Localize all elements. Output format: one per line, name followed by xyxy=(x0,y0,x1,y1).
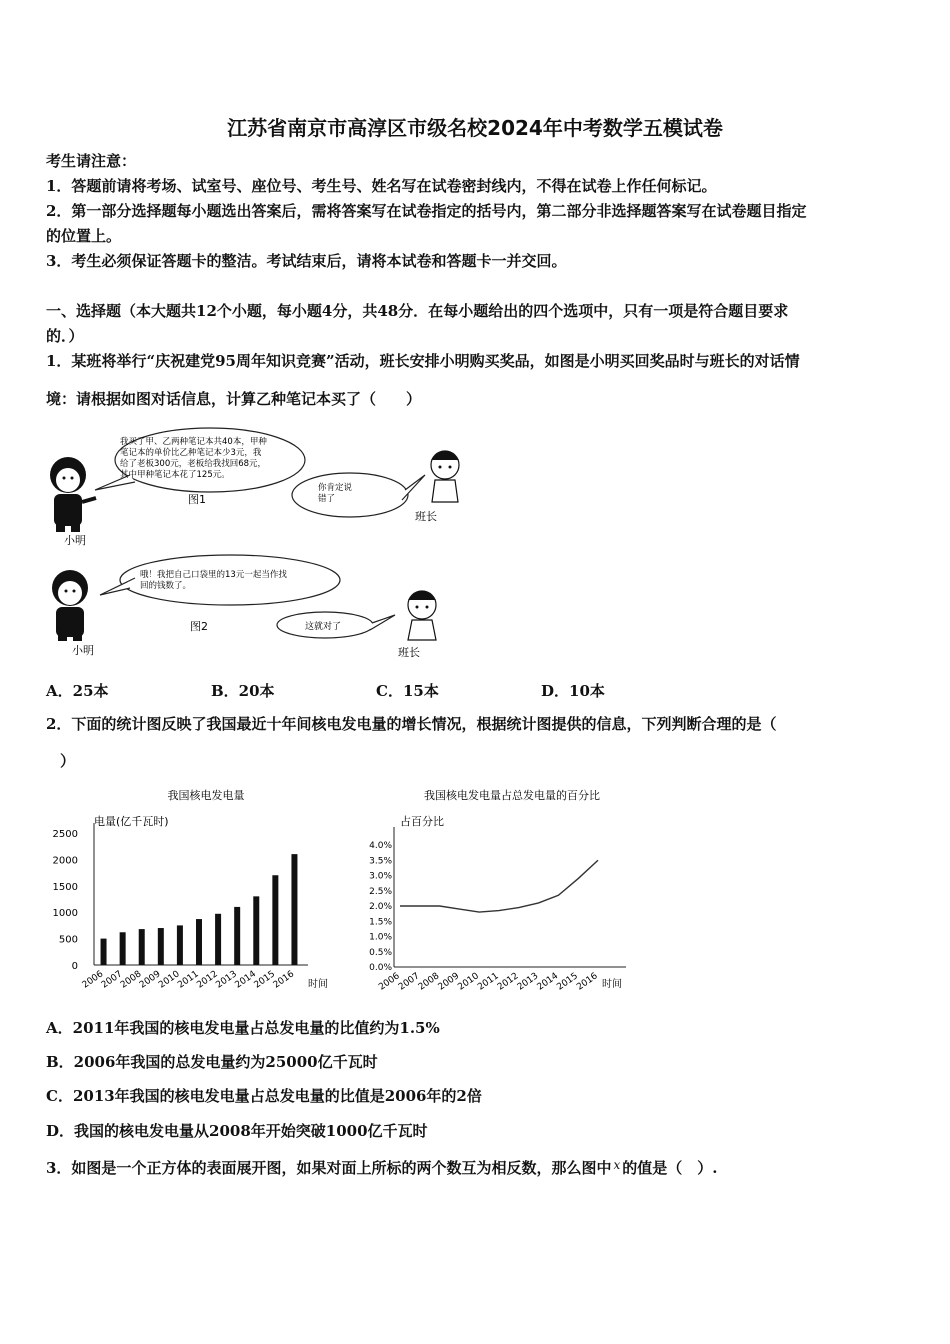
bar-ytick-label: 0 xyxy=(71,961,78,972)
xiaoming-figure-1 xyxy=(50,457,96,532)
bar-2010 xyxy=(177,925,183,965)
q1-stem-cont: 境：请根据如图对话信息，计算乙种笔记本买了（ ） xyxy=(46,390,422,408)
line-xtick-label: 2009 xyxy=(436,971,462,993)
notice-header: 考生请注意： xyxy=(46,152,137,170)
xiaoming-figure-2 xyxy=(52,570,88,641)
q2-option-b: B．2006年我国的总发电量约为25000亿千瓦时 xyxy=(46,1053,378,1071)
bar-xtick-label: 2010 xyxy=(157,969,182,991)
q2-option-d: D．我国的核电发电量从2008年开始突破1000亿千瓦时 xyxy=(46,1122,428,1140)
notice-2-cont: 的位置上。 xyxy=(46,227,122,245)
line-chart-svg xyxy=(352,785,637,1000)
fig2-label: 图2 xyxy=(190,620,208,633)
line-xtick-label: 2013 xyxy=(515,971,541,993)
q3-text-before: 3．如图是一个正方体的表面展开图，如果对面上所标的两个数互为相反数，那么图中 xyxy=(46,1159,612,1177)
bubble-2-line-1: 你肯定说 xyxy=(318,483,353,493)
bar-xtick-label: 2015 xyxy=(252,969,278,991)
bar-2015 xyxy=(272,875,278,965)
bar-xtick-label: 2013 xyxy=(214,969,239,991)
bar-2014 xyxy=(253,896,259,965)
line-xtick-label: 2012 xyxy=(496,971,521,993)
line-chart xyxy=(352,785,637,1000)
notice-3: 3．考生必须保证答题卡的整洁。考试结束后，请将本试卷和答题卡一并交回。 xyxy=(46,252,567,270)
line-chart-title: 我国核电发电量占总发电量的百分比 xyxy=(424,789,600,802)
bubble-1-line-4: 其中甲种笔记本花了125元。 xyxy=(120,470,230,480)
line-xtick-label: 2010 xyxy=(456,971,481,993)
q1-option-a: A．25本 xyxy=(46,682,109,700)
line-xtick-label: 2014 xyxy=(535,971,561,993)
q3-text-after: 的值是（ ）. xyxy=(622,1159,718,1177)
bar-chart-ylabel: 电量(亿千瓦时) xyxy=(94,815,169,828)
q1-stem: 1．某班将举行“庆祝建党95周年知识竞赛”活动，班长安排小明购买奖品，如图是小明买回奖品时与班长的对话情 xyxy=(46,352,800,370)
q2-option-c: C．2013年我国的核电发电量占总发电量的比值是2006年的2倍 xyxy=(46,1087,482,1105)
banzhang-label-2: 班长 xyxy=(398,646,420,659)
bubble-3-line-1: 哦！我把自己口袋里的13元一起当作找 xyxy=(140,570,287,580)
q1-option-d: D．10本 xyxy=(541,682,605,700)
line-ytick-label: 1.5% xyxy=(369,917,392,928)
bar-2011 xyxy=(196,919,202,965)
fig1-label: 图1 xyxy=(188,493,206,506)
bar-chart xyxy=(46,785,346,1000)
bubble-4-text: 这就对了 xyxy=(305,622,342,632)
q1-comic xyxy=(40,420,460,665)
bar-chart-title: 我国核电发电量 xyxy=(167,789,245,802)
bar-2012 xyxy=(215,914,221,965)
bar-2016 xyxy=(291,854,297,965)
bar-xtick-label: 2006 xyxy=(80,969,106,991)
bar-ytick-label: 2500 xyxy=(52,829,78,840)
line-ytick-label: 1.0% xyxy=(369,932,392,943)
notice-2: 2．第一部分选择题每小题选出答案后，需将答案写在试卷指定的括号内，第二部分非选择题答案写在试卷题目指定 xyxy=(46,202,807,220)
xiaoming-label-1: 小明 xyxy=(64,534,86,547)
line-chart-xlabel: 时间 xyxy=(602,979,622,990)
bubble-3-line-2: 回的钱数了。 xyxy=(140,581,192,591)
bar-xtick-label: 2007 xyxy=(99,969,125,991)
section-header: 一、选择题（本大题共12个小题，每小题4分，共48分．在每小题给出的四个选项中，只有一项是符合题目要求 xyxy=(46,302,789,320)
section-header-cont: 的．） xyxy=(46,327,84,345)
q2-stem: 2．下面的统计图反映了我国最近十年间核电发电量的增长情况，根据统计图提供的信息，下列判断合理的是（ xyxy=(46,715,777,733)
bubble-2-line-2: 错了 xyxy=(318,494,336,504)
speech-bubble-2 xyxy=(292,473,408,517)
bar-ytick-label: 1000 xyxy=(52,908,78,920)
bar-2013 xyxy=(234,907,240,965)
line-ytick-label: 4.0% xyxy=(369,841,392,851)
line-ytick-label: 0.5% xyxy=(369,947,392,958)
line-xtick-label: 2007 xyxy=(397,971,422,993)
bar-2009 xyxy=(158,928,164,965)
bar-xtick-label: 2008 xyxy=(118,969,144,991)
bar-xtick-label: 2016 xyxy=(271,969,297,991)
q3-stem xyxy=(46,1155,906,1178)
q2-option-a: A．2011年我国的核电发电量占总发电量的比值约为1.5% xyxy=(46,1019,440,1037)
line-xtick-label: 2008 xyxy=(416,971,442,993)
bar-ytick-label: 500 xyxy=(58,934,78,946)
notice-1: 1．答题前请将考场、试室号、座位号、考生号、姓名写在试卷密封线内，不得在试卷上作任何标记。 xyxy=(46,177,717,195)
q2-stem-cont: ） xyxy=(60,752,76,770)
line-xtick-label: 2011 xyxy=(476,971,501,993)
bubble-1-line-2: 笔记本的单价比乙种笔记本少3元，我 xyxy=(120,448,262,458)
q3-variable: x xyxy=(613,1158,621,1172)
banzhang-label-1: 班长 xyxy=(415,510,437,523)
bar-chart-xlabel: 时间 xyxy=(308,979,328,990)
line-ytick-label: 2.0% xyxy=(369,902,392,912)
banzhang-figure-1 xyxy=(431,451,459,502)
bubble-1-line-1: 我买了甲、乙两种笔记本共40本，甲种 xyxy=(120,437,267,447)
line-xtick-label: 2016 xyxy=(575,971,600,993)
q1-option-c: C．15本 xyxy=(376,682,439,700)
bar-ytick-label: 1500 xyxy=(52,881,78,893)
bar-xtick-label: 2014 xyxy=(233,969,258,991)
line-xtick-label: 2006 xyxy=(377,971,402,993)
line-xtick-label: 2015 xyxy=(555,971,580,993)
q1-option-b: B．20本 xyxy=(211,682,275,700)
bar-xtick-label: 2012 xyxy=(195,969,220,991)
banzhang-figure-2 xyxy=(408,591,436,640)
bar-xtick-label: 2009 xyxy=(138,969,163,991)
bar-2008 xyxy=(139,929,145,965)
bar-2007 xyxy=(120,932,126,965)
bar-chart-svg xyxy=(46,785,346,1000)
line-ytick-label: 3.5% xyxy=(369,856,392,867)
line-series xyxy=(400,860,598,912)
line-ytick-label: 3.0% xyxy=(369,871,392,882)
bar-xtick-label: 2011 xyxy=(176,969,201,991)
xiaoming-label-2: 小明 xyxy=(72,644,94,657)
bar-ytick-label: 2000 xyxy=(52,855,78,867)
page-title: 江苏省南京市高淳区市级名校2024年中考数学五模试卷 xyxy=(227,116,723,140)
q1-comic-svg xyxy=(40,420,460,665)
line-chart-ylabel: 占百分比 xyxy=(400,815,444,828)
speech-bubble-3 xyxy=(120,555,340,605)
line-ytick-label: 0.0% xyxy=(369,963,392,973)
bubble-1-line-3: 给了老板300元，老板给我找回68元， xyxy=(120,459,267,469)
bar-2006 xyxy=(101,939,107,965)
line-ytick-label: 2.5% xyxy=(369,886,392,897)
